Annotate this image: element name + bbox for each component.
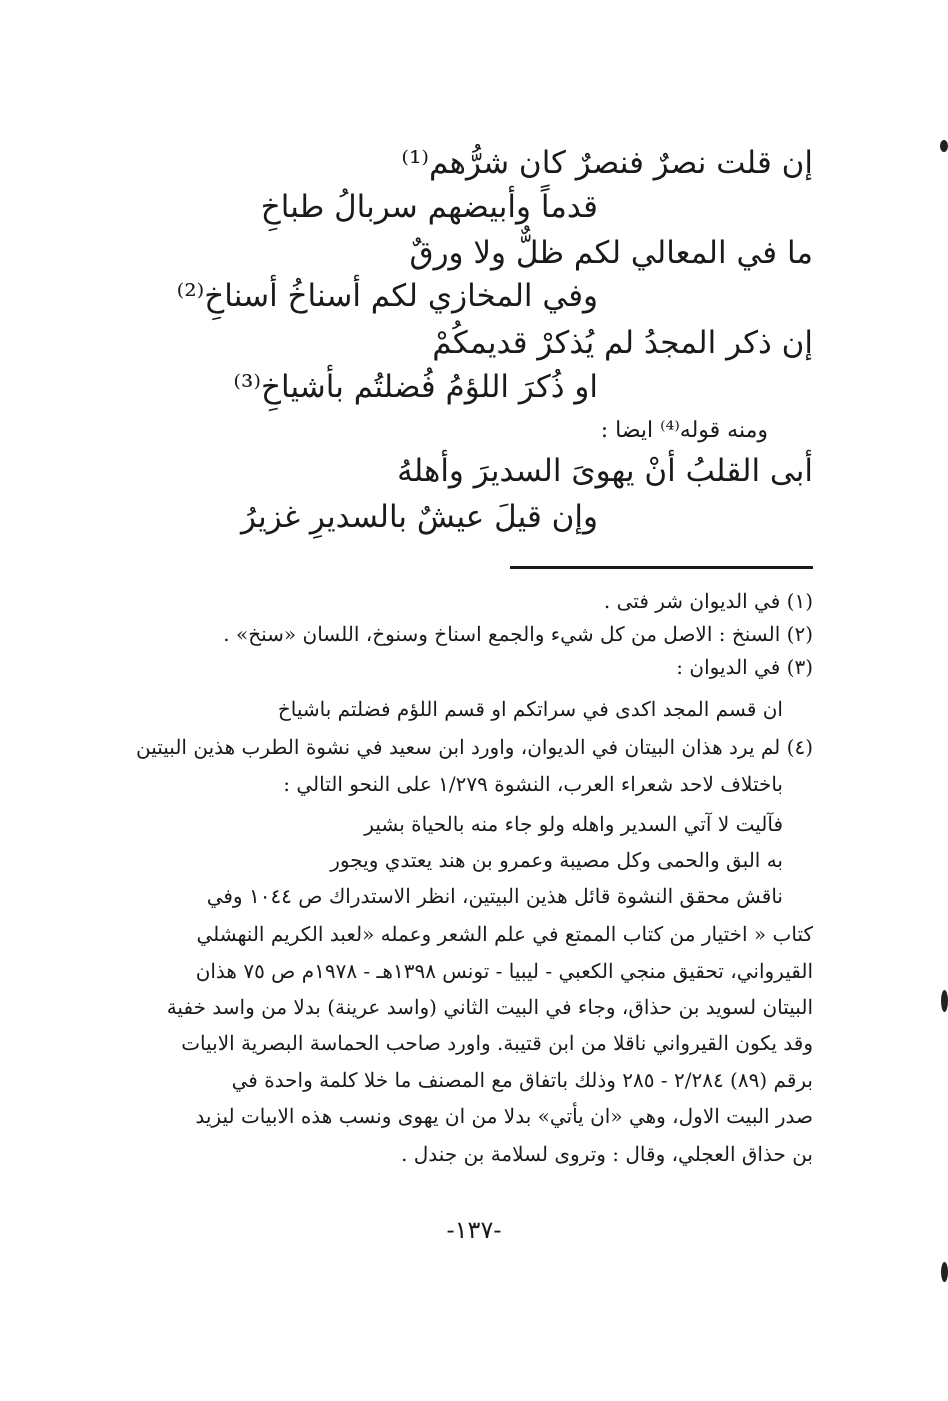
page-number: -١٣٧- <box>446 1216 502 1244</box>
verse-4-second-hemistich: وإن قيلَ عيشٌ بالسديرِ غزيرُ <box>240 499 598 535</box>
verse-4-first-hemistich: أبى القلبُ أنْ يهوىَ السديرَ وأهلهُ <box>397 453 813 489</box>
footnote-4-line-4: كتاب « اختيار من كتاب الممتع في علم الشعر وعمله «لعبد الكريم النهشلي <box>196 922 813 946</box>
verse-2-first-hemistich: ما في المعالي لكم ظلٌّ ولا ورقٌ <box>409 235 813 271</box>
footnote-4-line-10: بن حذاق العجلي، وقال : وتروى لسلامة بن جندل . <box>401 1142 813 1166</box>
footnote-2: (٢) السنخ : الاصل من كل شيء والجمع اسناخ وسنوخ، اللسان «سنخ» . <box>223 622 813 646</box>
scan-edge-mark <box>941 990 948 1012</box>
footnote-4-verse-2: به البق والحمى وكل مصيبة وعمرو بن هند يعتدي ويجور <box>330 848 783 872</box>
verse-3-second-hemistich: او ذُكرَ اللؤمُ فُضلتُم بأشياخِ⁽³⁾ <box>233 369 598 405</box>
verse-1-second-hemistich: قدماً وأبيضهم سربالُ طباخِ <box>260 189 598 225</box>
footnote-4: (٤) لم يرد هذان البيتان في الديوان، واورد ابن سعيد في نشوة الطرب هذين البيتين <box>135 735 813 759</box>
footnote-4-verse-1: فآليت لا آتي السدير واهله ولو جاء منه بالحياة بشير <box>364 812 783 836</box>
footnote-4-line-6: البيتان لسويد بن حذاق، وجاء في البيت الثاني (واسد عرينة) بدلا من واسد خفية <box>166 995 813 1019</box>
verse-2-second-hemistich: وفي المخازي لكم أسناخُ أسناخِ⁽²⁾ <box>176 278 598 314</box>
footnote-4-line-2: باختلاف لاحد شعراء العرب، النشوة ١/٢٧٩ على النحو التالي : <box>283 772 783 796</box>
footnote-4-line-9: صدر البيت الاول، وهي «ان يأتي» بدلا من ان يهوى ونسب هذه الابيات ليزيد <box>195 1104 813 1128</box>
footnote-4-line-7: وقد يكون القيرواني ناقلا من ابن قتيبة. واورد صاحب الحماسة البصرية الابيات <box>181 1031 813 1055</box>
verse-1-first-hemistich: إن قلت نصرٌ فنصرٌ كان شرُّهم⁽¹⁾ <box>401 145 813 181</box>
footnote-divider <box>510 566 813 569</box>
footnote-4-line-8: برقم (٨٩) ٢/٢٨٤ - ٢٨٥ وذلك باتفاق مع المصنف ما خلا كلمة واحدة في <box>231 1068 813 1092</box>
footnote-4-line-5: القيرواني، تحقيق منجي الكعبي - ليبيا - تونس ١٣٩٨هـ - ١٩٧٨م ص ٧٥ هذان <box>195 959 813 983</box>
footnote-1: (١) في الديوان شر فتى . <box>603 589 813 613</box>
verse-3-first-hemistich: إن ذكر المجدُ لم يُذكرْ قديمكُمْ <box>432 325 813 361</box>
footnote-3-verse: ان قسم المجد اكدى في سراتكم او قسم اللؤم فضلتم باشياخ <box>277 697 783 721</box>
scan-edge-mark <box>940 140 948 152</box>
footnote-3: (٣) في الديوان : <box>676 655 813 679</box>
scan-edge-mark <box>941 1262 948 1282</box>
poem-intro-line: ومنه قوله⁽⁴⁾ ايضا : <box>600 418 768 443</box>
footnote-4-line-3: ناقش محقق النشوة قائل هذين البيتين، انظر الاستدراك ص ١٠٤٤ وفي <box>206 884 783 908</box>
